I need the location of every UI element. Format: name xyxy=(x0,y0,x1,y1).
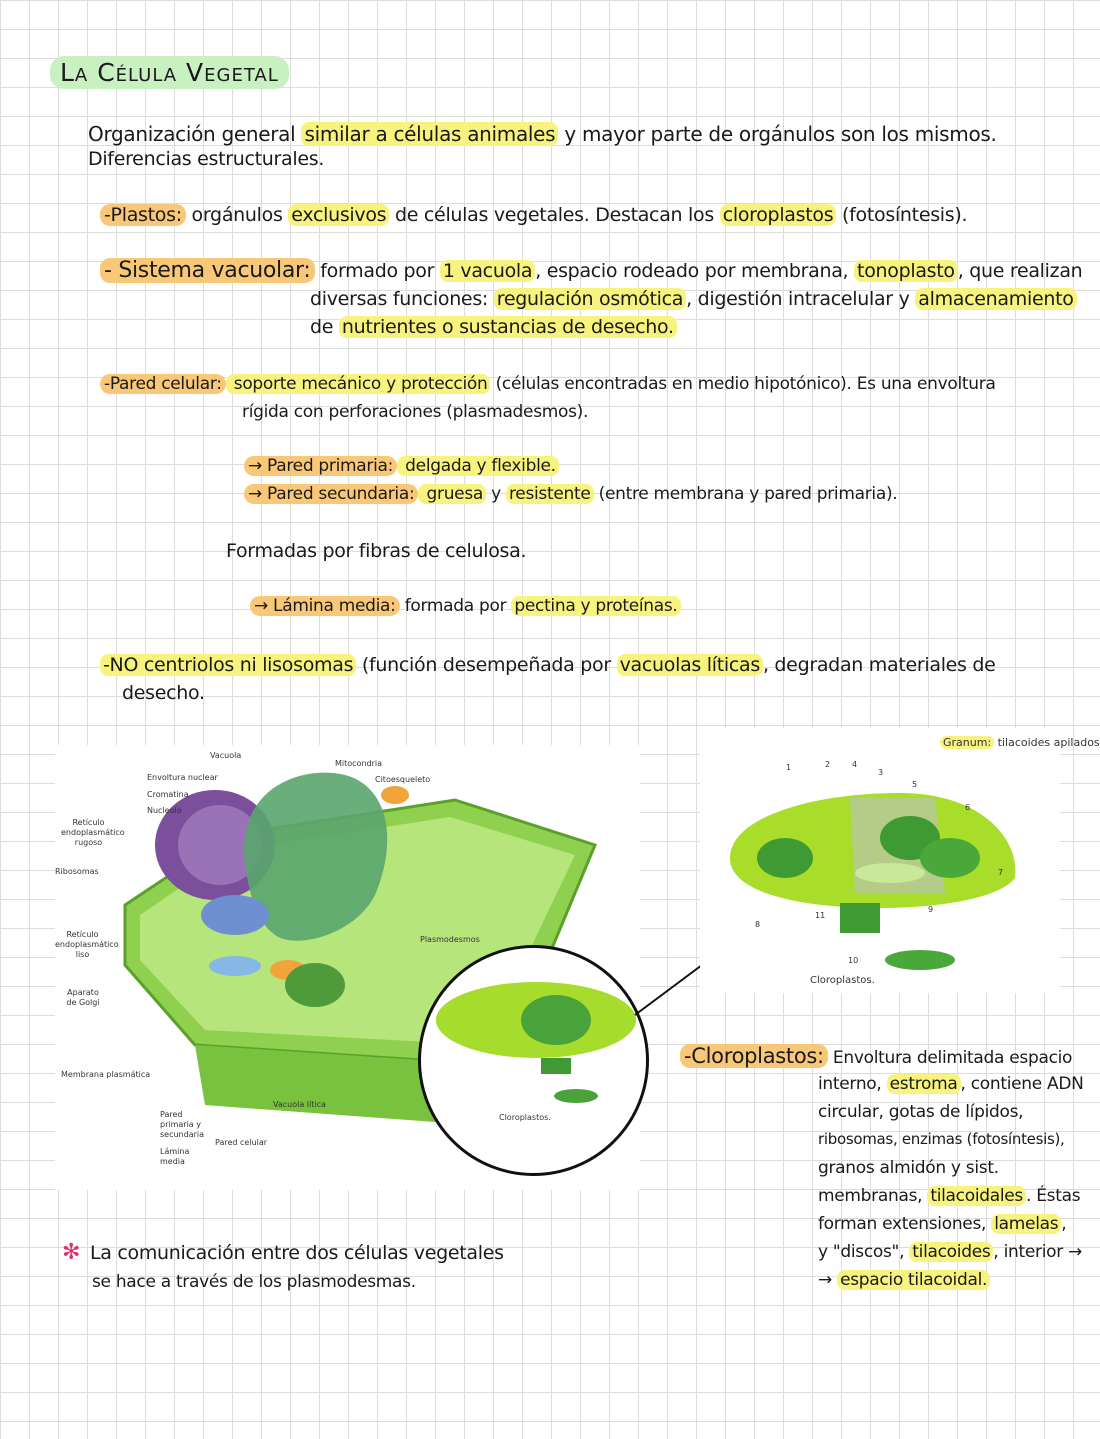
centriolos-line-2: desecho. xyxy=(122,682,205,704)
cloroplastos-line-8: y "discos", tilacoides , interior → xyxy=(818,1242,1082,1262)
num-7: 7 xyxy=(998,868,1004,877)
label-envoltura-nuclear: Envoltura nuclear xyxy=(147,773,218,782)
chloroplast-caption: Cloroplastos. xyxy=(810,975,875,986)
label-plasmodesmos: Plasmodesmos xyxy=(420,935,480,944)
num-10: 10 xyxy=(848,956,859,965)
label-mitocondria: Mitocondria xyxy=(335,759,383,768)
cloroplastos-line-2: interno, estroma , contiene ADN xyxy=(818,1074,1084,1094)
label-rel: Retículo endoplasmático liso xyxy=(55,930,119,959)
pared-line-2: rígida con perforaciones (plasmadesmos). xyxy=(242,402,589,422)
note-line-2: se hace a través de los plasmodesmas. xyxy=(92,1272,416,1292)
num-8: 8 xyxy=(755,920,761,929)
label-vacuola: Vacuola xyxy=(210,751,242,760)
cloroplastos-line-7: forman extensiones, lamelas , xyxy=(818,1214,1067,1234)
pared-line-1: -Pared celular: soporte mecánico y protección (células encontradas en medio hipotónico). Es una envoltura xyxy=(100,374,996,394)
granum-note: Granum: tilacoides apilados xyxy=(940,738,1100,748)
num-5: 5 xyxy=(912,780,918,789)
label-lamina-media: Lámina media xyxy=(160,1147,190,1166)
asterisk-icon: ✻ xyxy=(62,1240,81,1265)
fibras-celulosa: Formadas por fibras de celulosa. xyxy=(226,540,527,562)
cloroplastos-line-6: membranas, tilacoidales . Éstas xyxy=(818,1186,1081,1206)
pared-primaria: → Pared primaria: delgada y flexible. xyxy=(244,456,559,476)
note-line-1: La comunicación entre dos células vegetales xyxy=(90,1242,504,1264)
num-3: 3 xyxy=(878,768,884,777)
num-1: 1 xyxy=(786,763,792,772)
label-vacuola-litica: Vacuola lítica xyxy=(273,1100,326,1109)
vacuolar-line-1: - Sistema vacuolar: formado por 1 vacuola , espacio rodeado por membrana, tonoplasto , que realizan xyxy=(100,258,1082,283)
intro-line-1: Organización general similar a células animales y mayor parte de orgánulos son los mismos. xyxy=(88,122,997,146)
label-ribosomas: Ribosomas xyxy=(55,867,99,876)
num-6: 6 xyxy=(965,803,971,812)
label-citoesqueleto: Citoesqueleto xyxy=(375,775,431,784)
plastos-line: -Plastos: orgánulos exclusivos de células vegetales. Destacan los cloroplastos (fotosíntesis). xyxy=(100,204,967,226)
num-2: 2 xyxy=(825,760,831,769)
label-cromatina: Cromatina xyxy=(147,790,189,799)
num-11: 11 xyxy=(815,911,826,920)
num-9: 9 xyxy=(928,905,934,914)
cloroplastos-line-3: circular, gotas de lípidos, xyxy=(818,1102,1024,1122)
num-4: 4 xyxy=(852,760,858,769)
centriolos-line-1: -NO centriolos ni lisosomas (función desempeñada por vacuolas líticas , degradan materiales de xyxy=(100,654,996,676)
label-pared-prim-sec: Pared primaria y secundaria xyxy=(160,1110,205,1139)
chloroplast-diagram xyxy=(700,728,1100,993)
label-membrana-plasmatica: Membrana plasmática xyxy=(61,1070,151,1079)
chloroplast-small-illustration xyxy=(421,948,646,1173)
cloroplastos-line-9: → espacio tilacoidal. xyxy=(818,1270,990,1290)
small-chloroplast-caption: Cloroplastos. xyxy=(499,1113,551,1122)
chloroplast-zoom-circle xyxy=(418,945,649,1176)
cloroplastos-line-1: -Cloroplastos: Envoltura delimitada espacio xyxy=(680,1044,1072,1068)
cloroplastos-line-5: granos almidón y sist. xyxy=(818,1158,999,1178)
cloroplastos-line-4: ribosomas, enzimas (fotosíntesis), xyxy=(818,1130,1065,1148)
vacuolar-line-3: de nutrientes o sustancias de desecho. xyxy=(310,316,677,338)
connector-line xyxy=(630,960,710,1020)
pared-secundaria: → Pared secundaria: gruesa y resistente (entre membrana y pared primaria). xyxy=(244,484,897,504)
lamina-media: → Lámina media: formada por pectina y proteínas. xyxy=(250,596,681,616)
label-golgi: Aparato de Golgi xyxy=(66,988,100,1007)
page-title: La Célula Vegetal xyxy=(50,58,289,87)
intro-line-2: Diferencias estructurales. xyxy=(88,148,325,170)
vacuolar-line-2: diversas funciones: regulación osmótica , digestión intracelular y almacenamiento xyxy=(310,288,1077,310)
label-pared-celular: Pared celular xyxy=(215,1138,268,1147)
label-rer: Retículo endoplasmático rugoso xyxy=(61,818,125,847)
label-nucleolo: Nucleolo xyxy=(147,806,182,815)
